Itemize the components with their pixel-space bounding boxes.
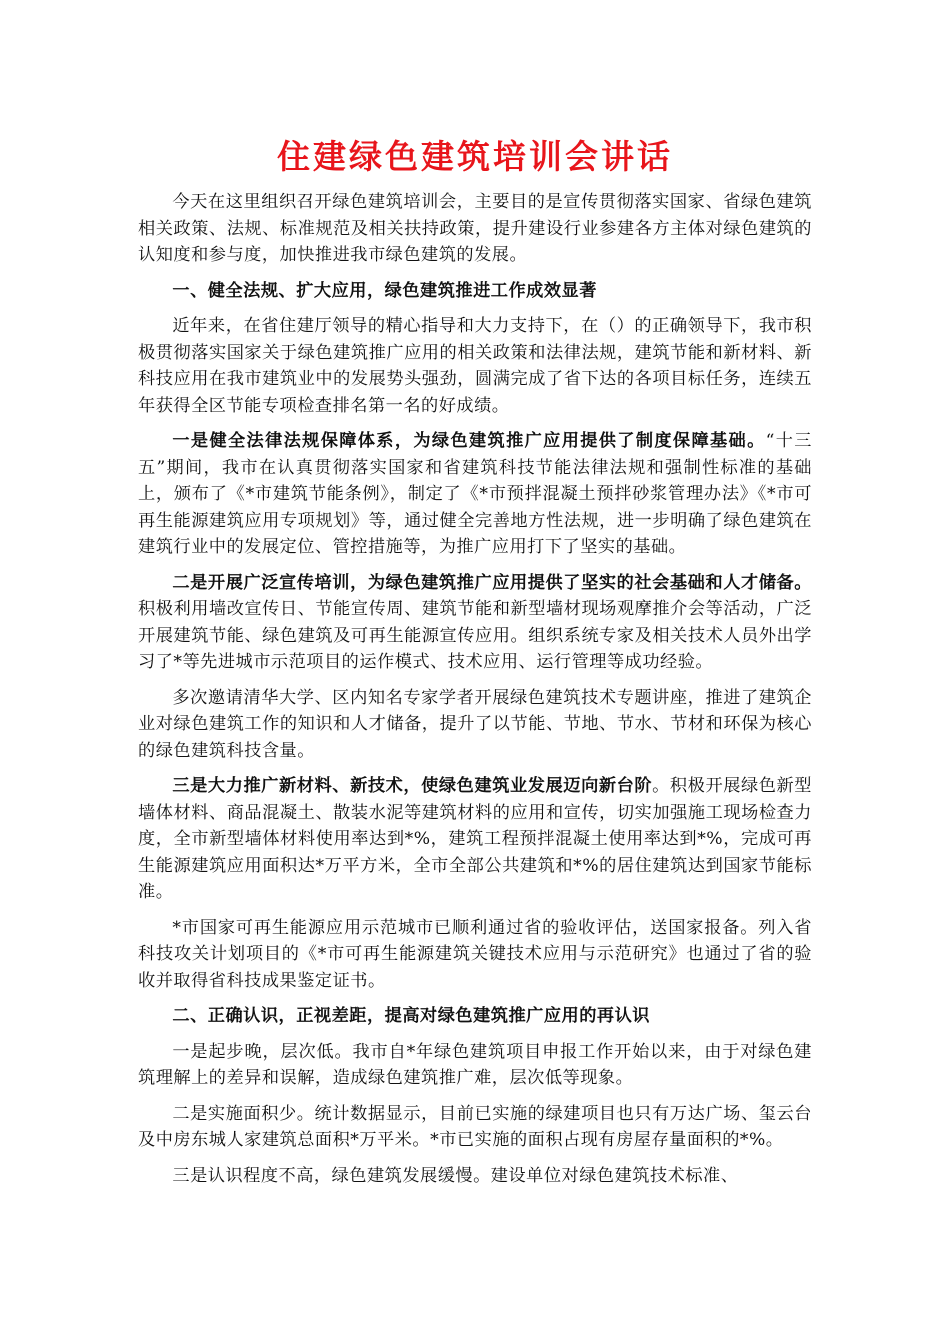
paragraph-text: *市国家可再生能源应用示范城市已顺利通过省的验收评估，送国家报备。列入省科技攻关计划项目的《*市可再生能源建筑关键技术应用与示范研究》也通过了省的验收并取得省科技成果鉴定证书。 — [138, 917, 812, 991]
paragraph-text: “十三五”期间，我市在认真贯彻落实国家和省建筑科技节能法律法规和强制性标准的基础上，颁布了《*市建筑节能条例》，制定了《*市预拌混凝土预拌砂浆管理办法》《*市可再生能源建筑应用专项规划》等，通过健全完善地方性法规，进一步明确了绿色建筑在建筑行业中的发展定位、管控措施等，为推广应用打下了坚实的基础。 — [138, 431, 812, 557]
paragraph-text: 。积极开展绿色新型墙体材料、商品混凝土、散装水泥等建筑材料的应用和宣传，切实加强施工现场检查力度，全市新型墙体材料使用率达到*%，建筑工程预拌混凝土使用率达到*%，完成可再生能源建筑应用面积达*万平方米，全市全部公共建筑和*%的居住建筑达到国家节能标准。 — [138, 776, 812, 902]
paragraph-text: 一是起步晚，层次低。我市自*年绿色建筑项目申报工作开始以来，由于对绿色建筑理解上的差异和误解，造成绿色建筑推广难，层次低等现象。 — [138, 1041, 812, 1088]
paragraph-text: 二是实施面积少。统计数据显示，目前已实施的绿建项目也只有万达广场、玺云台及中房东城人家建筑总面积*万平米。*市已实施的面积占现有房屋存量面积的*%。 — [138, 1103, 812, 1150]
paragraph — [138, 1039, 812, 1092]
paragraph — [138, 428, 812, 561]
paragraph-lead: 二是开展广泛宣传培训，为绿色建筑推广应用提供了坚实的社会基础和人才储备。 — [172, 572, 812, 593]
paragraph — [138, 685, 812, 765]
paragraph-lead: 一是健全法律法规保障体系，为绿色建筑推广应用提供了制度保障基础。 — [172, 431, 766, 451]
paragraph — [138, 1101, 812, 1154]
section-heading-1: 一、健全法规、扩大应用，绿色建筑推进工作成效显著 — [172, 280, 597, 301]
paragraph-text: 多次邀请清华大学、区内知名专家学者开展绿色建筑技术专题讲座，推进了建筑企业对绿色建筑工作的知识和人才储备，提升了以节能、节地、节水、节材和环保为核心的绿色建筑科技含量。 — [138, 687, 812, 761]
section-heading-2: 二、正确认识，正视差距，提高对绿色建筑推广应用的再认识 — [172, 1006, 650, 1026]
paragraph-text: 三是认识程度不高，绿色建筑发展缓慢。建设单位对绿色建筑技术标准、 — [172, 1165, 739, 1186]
paragraph-text: 近年来，在省住建厅领导的精心指导和大力支持下，在（）的正确领导下，我市积极贯彻落实国家关于绿色建筑推广应用的相关政策和法律法规，建筑节能和新材料、新科技应用在我市建筑业中的发展势头强劲，圆满完成了省下达的各项目标任务，连续五年获得全区节能专项检查排名第一名的好成绩。 — [138, 316, 812, 416]
paragraph — [138, 313, 812, 419]
paragraph — [138, 915, 812, 995]
paragraph — [138, 570, 812, 676]
paragraph — [138, 1163, 812, 1190]
paragraph-intro — [138, 189, 812, 269]
paragraph — [138, 773, 812, 906]
paragraph-text: 积极利用墙改宣传日、节能宣传周、建筑节能和新型墙材现场观摩推介会等活动，广泛开展建筑节能、绿色建筑及可再生能源宣传应用。组织系统专家及相关技术人员外出学习了*等先进城市示范项目的运作模式、技术应用、运行管理等成功经验。 — [138, 599, 812, 672]
document-title: 住建绿色建筑培训会讲话 — [277, 137, 673, 176]
paragraph-text: 今天在这里组织召开绿色建筑培训会，主要目的是宣传贯彻落实国家、省绿色建筑相关政策、法规、标准规范及相关扶持政策，提升建设行业参建各方主体对绿色建筑的认知度和参与度，加快推进我市绿色建筑的发展。 — [138, 192, 812, 265]
paragraph-lead: 三是大力推广新材料、新技术，使绿色建筑业发展迈向新台阶 — [172, 776, 653, 796]
